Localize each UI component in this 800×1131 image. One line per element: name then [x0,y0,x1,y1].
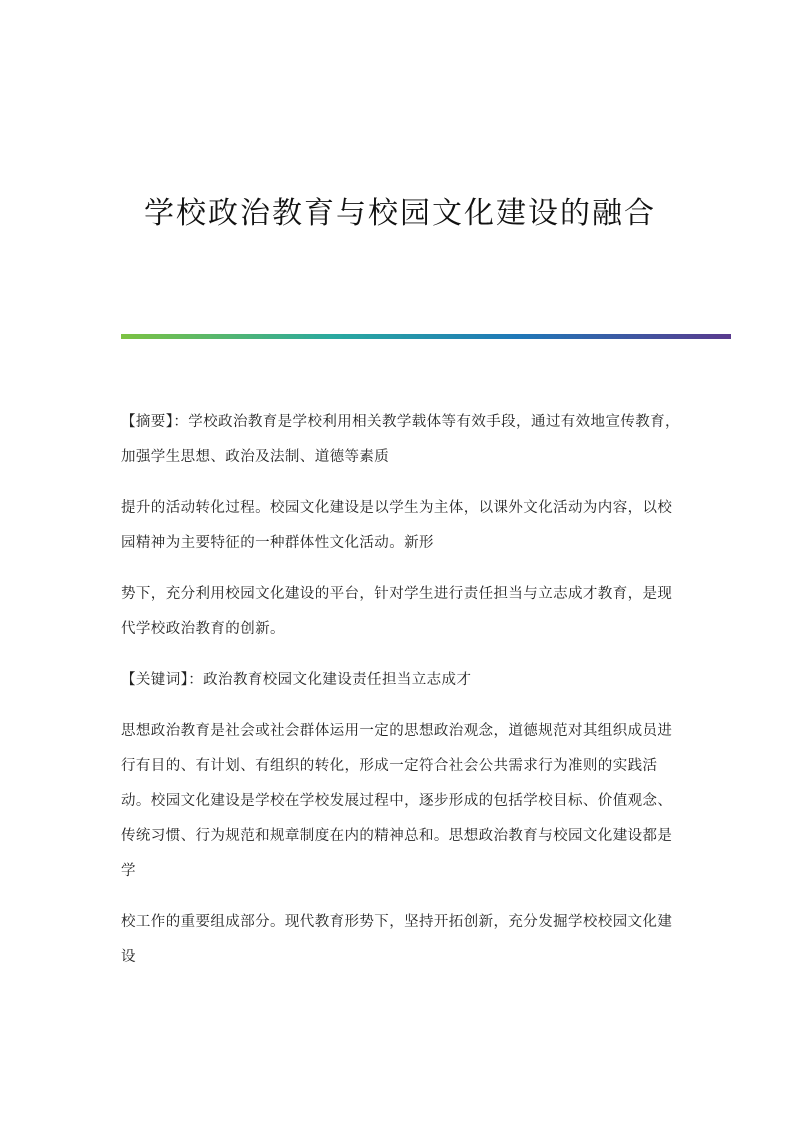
body-paragraph-1: 思想政治教育是社会或社会群体运用一定的思想政治观念，道德规范对其组织成员进行有目的、有计划、有组织的转化，形成一定符合社会公共需求行为准则的实践活动。校园文化建设是学校在学校发展过程中，逐步形成的包括学校目标、价值观念、传统习惯、行为规范和规章制度在内的精神总和。思想政治教育与校园文化建设都是学 [121,723,673,879]
document-title: 学校政治教育与校园文化建设的融合 [144,196,656,231]
abstract-paragraph-1: 【摘要】：学校政治教育是学校利用相关教学载体等有效手段，通过有效地宣传教育，加强学生思想、政治及法制、道德等素质 [121,414,680,465]
document-body [121,405,681,991]
gradient-divider [121,334,731,339]
abstract-paragraph-3: 势下，充分利用校园文化建设的平台，针对学生进行责任担当与立志成才教育，是现代学校政治教育的创新。 [121,586,673,637]
abstract-paragraph-2: 提升的活动转化过程。校园文化建设是以学生为主体，以课外文化活动为内容，以校园精神为主要特征的一种群体性文化活动。新形 [121,500,673,551]
body-paragraph-2: 校工作的重要组成部分。现代教育形势下，坚持开拓创新，充分发掘学校校园文化建设 [121,914,673,965]
keywords-paragraph: 【关键词】：政治教育校园文化建设责任担当立志成才 [121,672,472,688]
